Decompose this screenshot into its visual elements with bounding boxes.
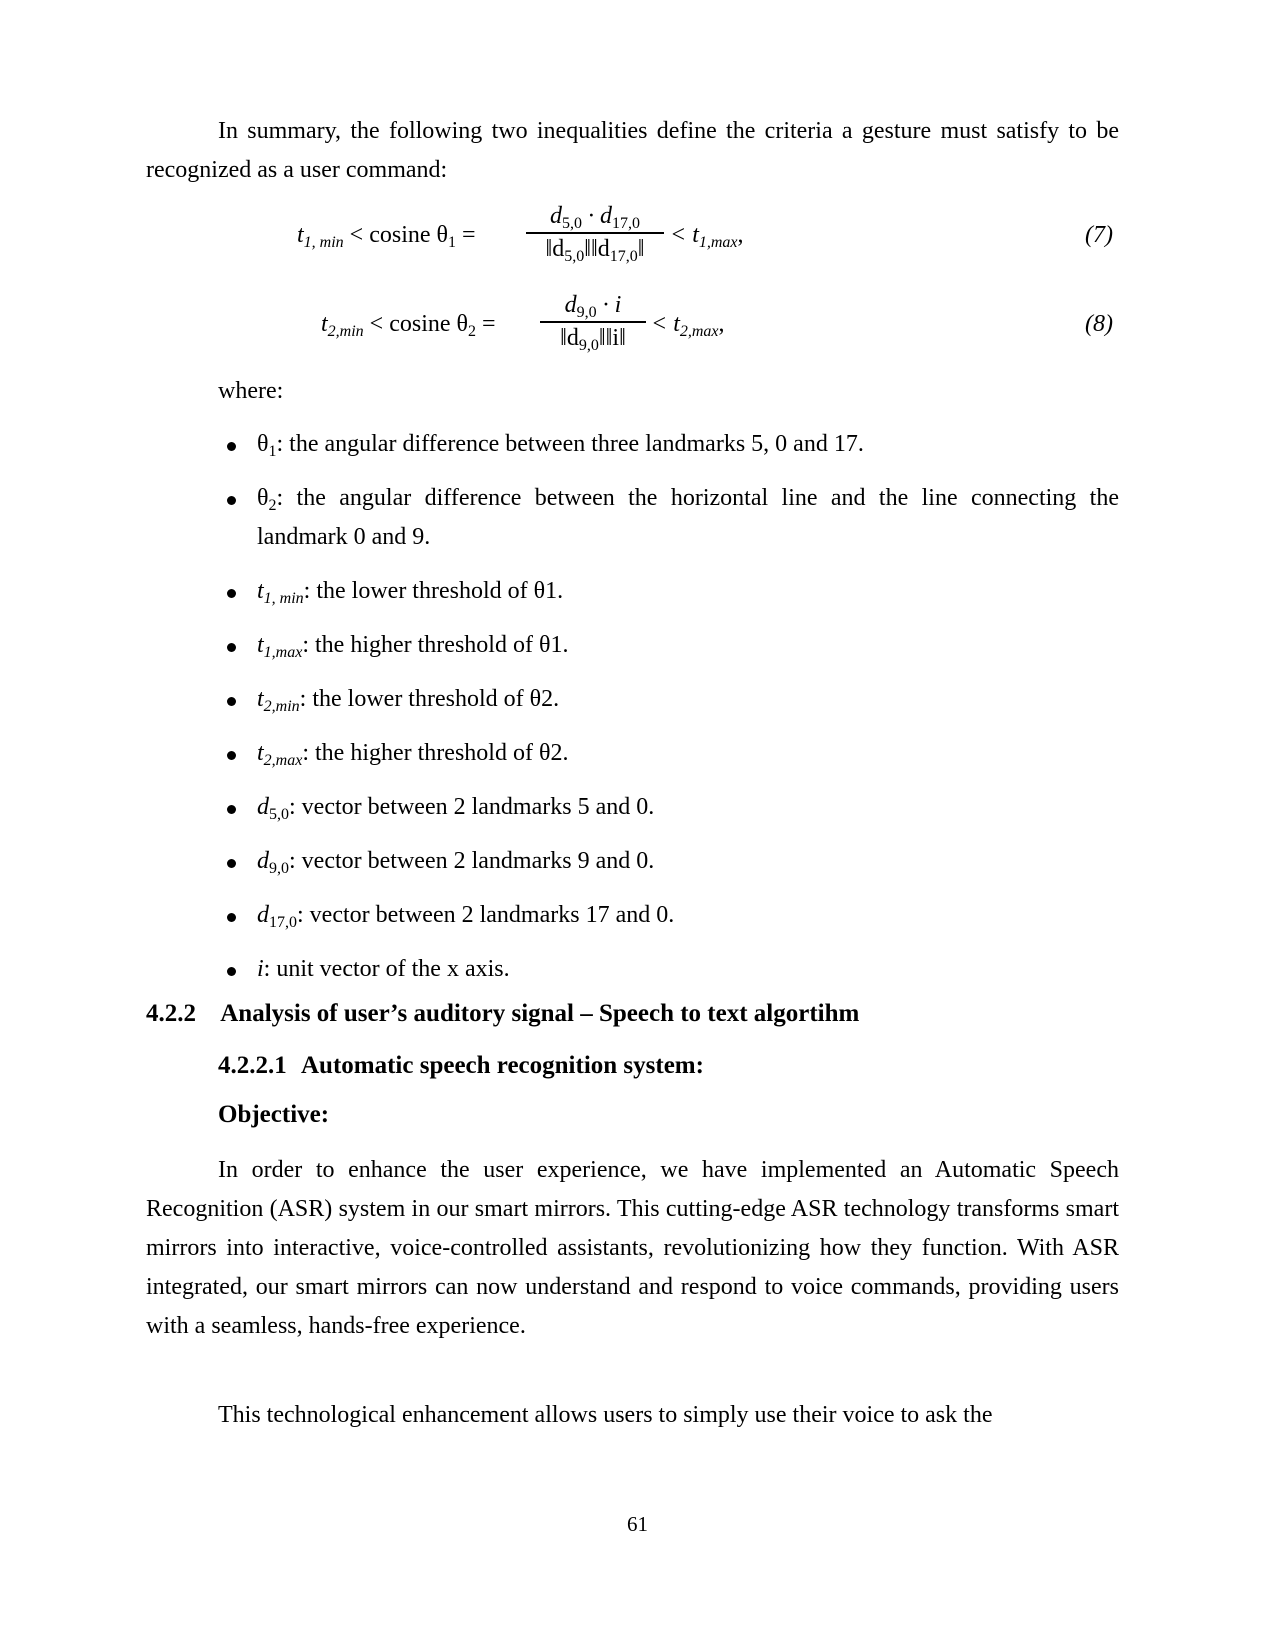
bullet-icon	[227, 442, 236, 451]
equation-7-fraction	[526, 203, 664, 263]
intro-line-1: In summary, the following two inequalities define the criteria a gesture must	[218, 118, 988, 144]
where-label: where:	[218, 378, 284, 404]
bullet-icon	[227, 496, 236, 505]
list-item: $d_{9,0}$: vector between 2 landmarks 9 and 0.	[257, 842, 1119, 881]
list-item: $\theta_2$: the angular difference between the horizontal line and the line connecting the landmark 0 and 9.	[257, 479, 1119, 557]
equation-8-fraction	[540, 292, 646, 352]
section-title: Analysis of user’s auditory signal – Speech to text algortihm	[220, 1000, 860, 1027]
bullet-icon	[227, 805, 236, 814]
list-item: $t_{2,min}$: the lower threshold of θ2.	[257, 680, 1119, 719]
bullet-icon	[227, 643, 236, 652]
page-number: 61	[627, 1512, 648, 1536]
equation-8-rhs: < $t_{2,max}$,	[651, 311, 725, 340]
intro-line-2: satisfy to be recognized as a user command:	[146, 118, 1120, 183]
equation-8-number: (8)	[1085, 311, 1113, 337]
list-item: $d_{5,0}$: vector between 2 landmarks 5 and 0.	[257, 788, 1119, 827]
objective-label: Objective:	[218, 1101, 330, 1128]
bullet-icon	[227, 697, 236, 706]
bullet-icon	[227, 859, 236, 868]
bullet-icon	[227, 751, 236, 760]
enhancement-paragraph: This technological enhancement allows users to simply use their voice to ask the	[218, 1402, 993, 1428]
equation-7-number: (7)	[1085, 222, 1113, 248]
section-number: 4.2.2	[146, 1000, 196, 1027]
list-item: $t_{1,max}$: the higher threshold of θ1.	[257, 626, 1119, 665]
subsection-number: 4.2.2.1	[218, 1052, 287, 1079]
bullet-icon	[227, 967, 236, 976]
equation-7-denominator: $‖d_{5,0}‖‖d_{17,0}‖$	[545, 236, 645, 265]
intro-paragraph	[146, 112, 1119, 190]
equation-8-lhs: $t_{2,min} < cosine$ $\theta_2$ =	[321, 311, 496, 340]
equation-7-lhs: $t_{1, min} < cosine$ $\theta_1$ =	[297, 222, 476, 251]
list-item: $d_{17,0}$: vector between 2 landmarks 17 and 0.	[257, 896, 1119, 935]
equation-7-rhs: < $t_{1,max}$,	[670, 222, 744, 251]
subsection-heading	[218, 1052, 704, 1080]
bullet-icon	[227, 913, 236, 922]
equation-8-numerator: $d_{9,0} \cdot i$	[540, 292, 646, 323]
list-item: $t_{1, min}$: the lower threshold of θ1.	[257, 572, 1119, 611]
list-item: i: unit vector of the x axis.	[257, 950, 1119, 989]
subsection-title: Automatic speech recognition system:	[301, 1052, 704, 1079]
list-item: $\theta_1$: the angular difference between three landmarks 5, 0 and 17.	[257, 425, 1119, 464]
equation-7-numerator: $d_{5,0} \cdot d_{17,0}$	[526, 203, 664, 234]
asr-paragraph: In order to enhance the user experience, we have implemented an Automatic Speech Recognition (ASR) system in our smart mirrors. This cutting-edge ASR technology transforms smart mirrors into interactive, voice-controlled assistants, revolutionizing how they function. With ASR integrated, our smart mirrors can now understand and respond to voice commands, providing users with a seamless, hands-free experience.	[146, 1157, 1119, 1339]
equation-8-denominator: $‖d_{9,0}‖‖i‖$	[560, 325, 626, 354]
bullet-icon	[227, 589, 236, 598]
section-heading	[146, 1000, 859, 1028]
definitions-list	[257, 425, 1119, 1004]
list-item: $t_{2,max}$: the higher threshold of θ2.	[257, 734, 1119, 773]
